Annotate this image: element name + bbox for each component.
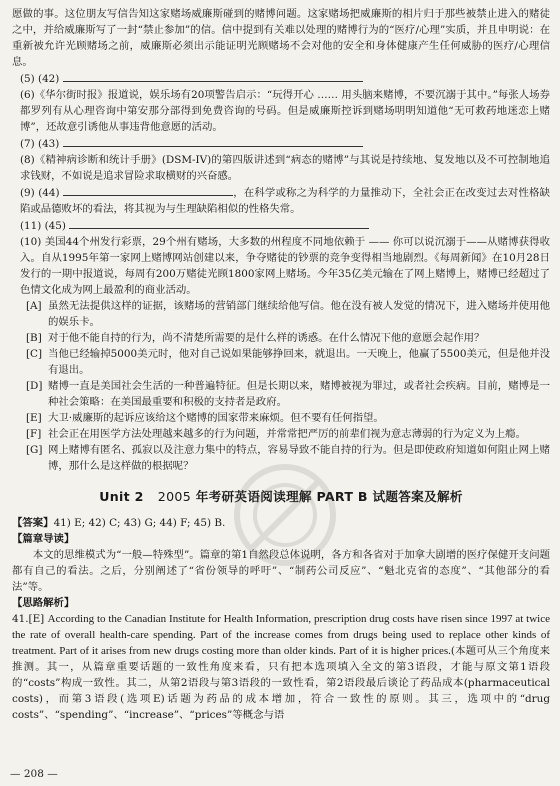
answer-blank-44 xyxy=(63,184,233,196)
analysis-label: 【思路解析】 xyxy=(12,597,75,609)
paragraph-10: (10) 美国44个州发行彩票，29个州有赌场，大多数的州程度不同地依赖于 —— 你可以说沉溺于——从赌博获得收入。自从1995年第一家网上赌博网站创建以来，争夺赌徒的钞票的竞争变得相当地剧烈。《每周新闻》在10月28日发行的一期中报道说，每周有200万赌徒光顾1800家网上赌场。今年35亿美元输在了网上赌博上，赌博已经超过了色情文化成为网上最盈利的商业活动。 xyxy=(20,236,550,296)
paragraph-6: (6)《华尔街时报》报道说，娱乐场有20项警告启示：“玩得开心 …… 用头脑来赌博，不要沉溺于其中。”每张人场券都罗列有从心理咨询中第安那分部得到免费咨询的号码。但是威廉斯控诉到赌场明明知道他“无可救药地迷恋上赌博”，还故意引诱他从事违背他意愿的活动。 xyxy=(20,89,550,133)
question-44-line: (9) (44) ，在科学或称之为科学的力量推动下，全社会正在改变过去对性格缺陷或品德败坏的看法，将其视为与生理缺陷相似的性格失常。 xyxy=(12,184,550,217)
paragraph-8: (8)《精神病诊断和统计手册》(DSM-IV)的第四版讲述到“病态的赌博”与其说是持续地、复发地以及不可控制地追求钱财，不如说是追求冒险求取横财的兴奋感。 xyxy=(20,154,550,182)
option-list xyxy=(12,298,550,474)
page-number: — 208 — xyxy=(10,768,58,780)
answer-blank-45 xyxy=(69,217,369,229)
answer-blank-42 xyxy=(63,70,363,82)
option-c: [C] 当他已经输掉5000美元时，他对自己说如果能够挣回来，就退出。一天晚上，他赢了5500美元，但是他并没有退出。 xyxy=(26,348,550,376)
option-b: [B] 对于他不能自持的行为，尚不清楚所需要的是什么样的诱惑。在什么情况下他的意愿会起作用？ xyxy=(26,332,485,344)
option-g: [G] 网上赌博有匿名、孤寂以及注意力集中的特点，容易导致不能自持的行为。但是即使政府知道如何阻止网上赌博，那什么是这样做的根据呢？ xyxy=(26,444,550,472)
guide-text: 本文的思维模式为“一般—特殊型”。篇章的第1自然段总体说明，各方和各省对于加拿大剧增的医疗保健开支问题都有自己的看法。之后，分别阐述了“省份领导的呼吁”、“制药公司反应”、“魁北克省的态度”、“其他部分的看法”等。 xyxy=(12,549,550,593)
paragraph-intro: 愿做的事。这位朋友写信告知这家赌场威廉斯碰到的赌博问题。这家赌场把威廉斯的相片归于那些被禁止进入的赌徒之中，并给威廉斯写了一封“禁止参加”的信。信中提到有关难以处理的赌博行为的“医疗/心理”实质，并且申明说：在重新被允许光顾赌场之前，威廉斯必须出示能证明光顾赌场不会对他的安全和身体健康产生任何威胁的医疗/心理信息。 xyxy=(12,8,550,68)
option-d: [D] 赌博一直是美国社会生活的一种普遍特征。但是长期以来，赌博被视为罪过，或者社会疾病。目前，赌博是一种社会策略：在美国最重要和积极的支持者是政府。 xyxy=(26,380,550,408)
answer-line: 【答案】41) E; 42) C; 43) G; 44) F; 45) B. xyxy=(12,517,226,529)
question-45-line: (11) (45) xyxy=(12,217,550,234)
question-43-line: (7) (43) xyxy=(12,135,550,152)
analysis-item-41: 41.[E] According to the Canadian Institute for Health Information, prescription drug costs have risen since 1997 at twice the rate of overall health-care spending. Part of the increase comes from drugs being used to replace other kinds of treatment. Part of it arises from new drugs costing more than older kinds. Part of it is higher prices.(本题可从三个角度来推测。其一，从篇章重要话题的一致性角度来看，只有把本选项填入全文的第3语段，才能与原文第1语段的“costs”构成一致性。其二，从第2语段与第3语段的一致性看，第2语段最后谈论了药品成本(pharmaceutical costs)，而第3语段(选项E)话题为药品的成本增加，符合一致性的原则。其三，选项中的“drug costs”、“spending”、“increase”、“prices”等概念与语 xyxy=(12,613,550,721)
question-42-line: (5) (42) xyxy=(12,70,550,87)
option-a: [A] 虽然无法提供这样的证据，该赌场的营销部门继续给他写信。他在没有被人发觉的情况下，进入赌场并使用他的娱乐卡。 xyxy=(26,300,550,328)
option-e: [E] 大卫·威廉斯的起诉应该给这个赌博的国家带来麻烦。但不要有任何指望。 xyxy=(26,412,384,424)
option-f: [F] 社会正在用医学方法处理越来越多的行为问题，并常常把严厉的前辈们视为意志薄弱的行为定义为上瘾。 xyxy=(26,428,526,440)
unit-heading: Unit 2 2005 年考研英语阅读理解 PART B 试题答案及解析 xyxy=(99,489,463,504)
guide-label: 【篇章导读】 xyxy=(12,533,75,545)
answer-blank-43 xyxy=(63,135,363,147)
